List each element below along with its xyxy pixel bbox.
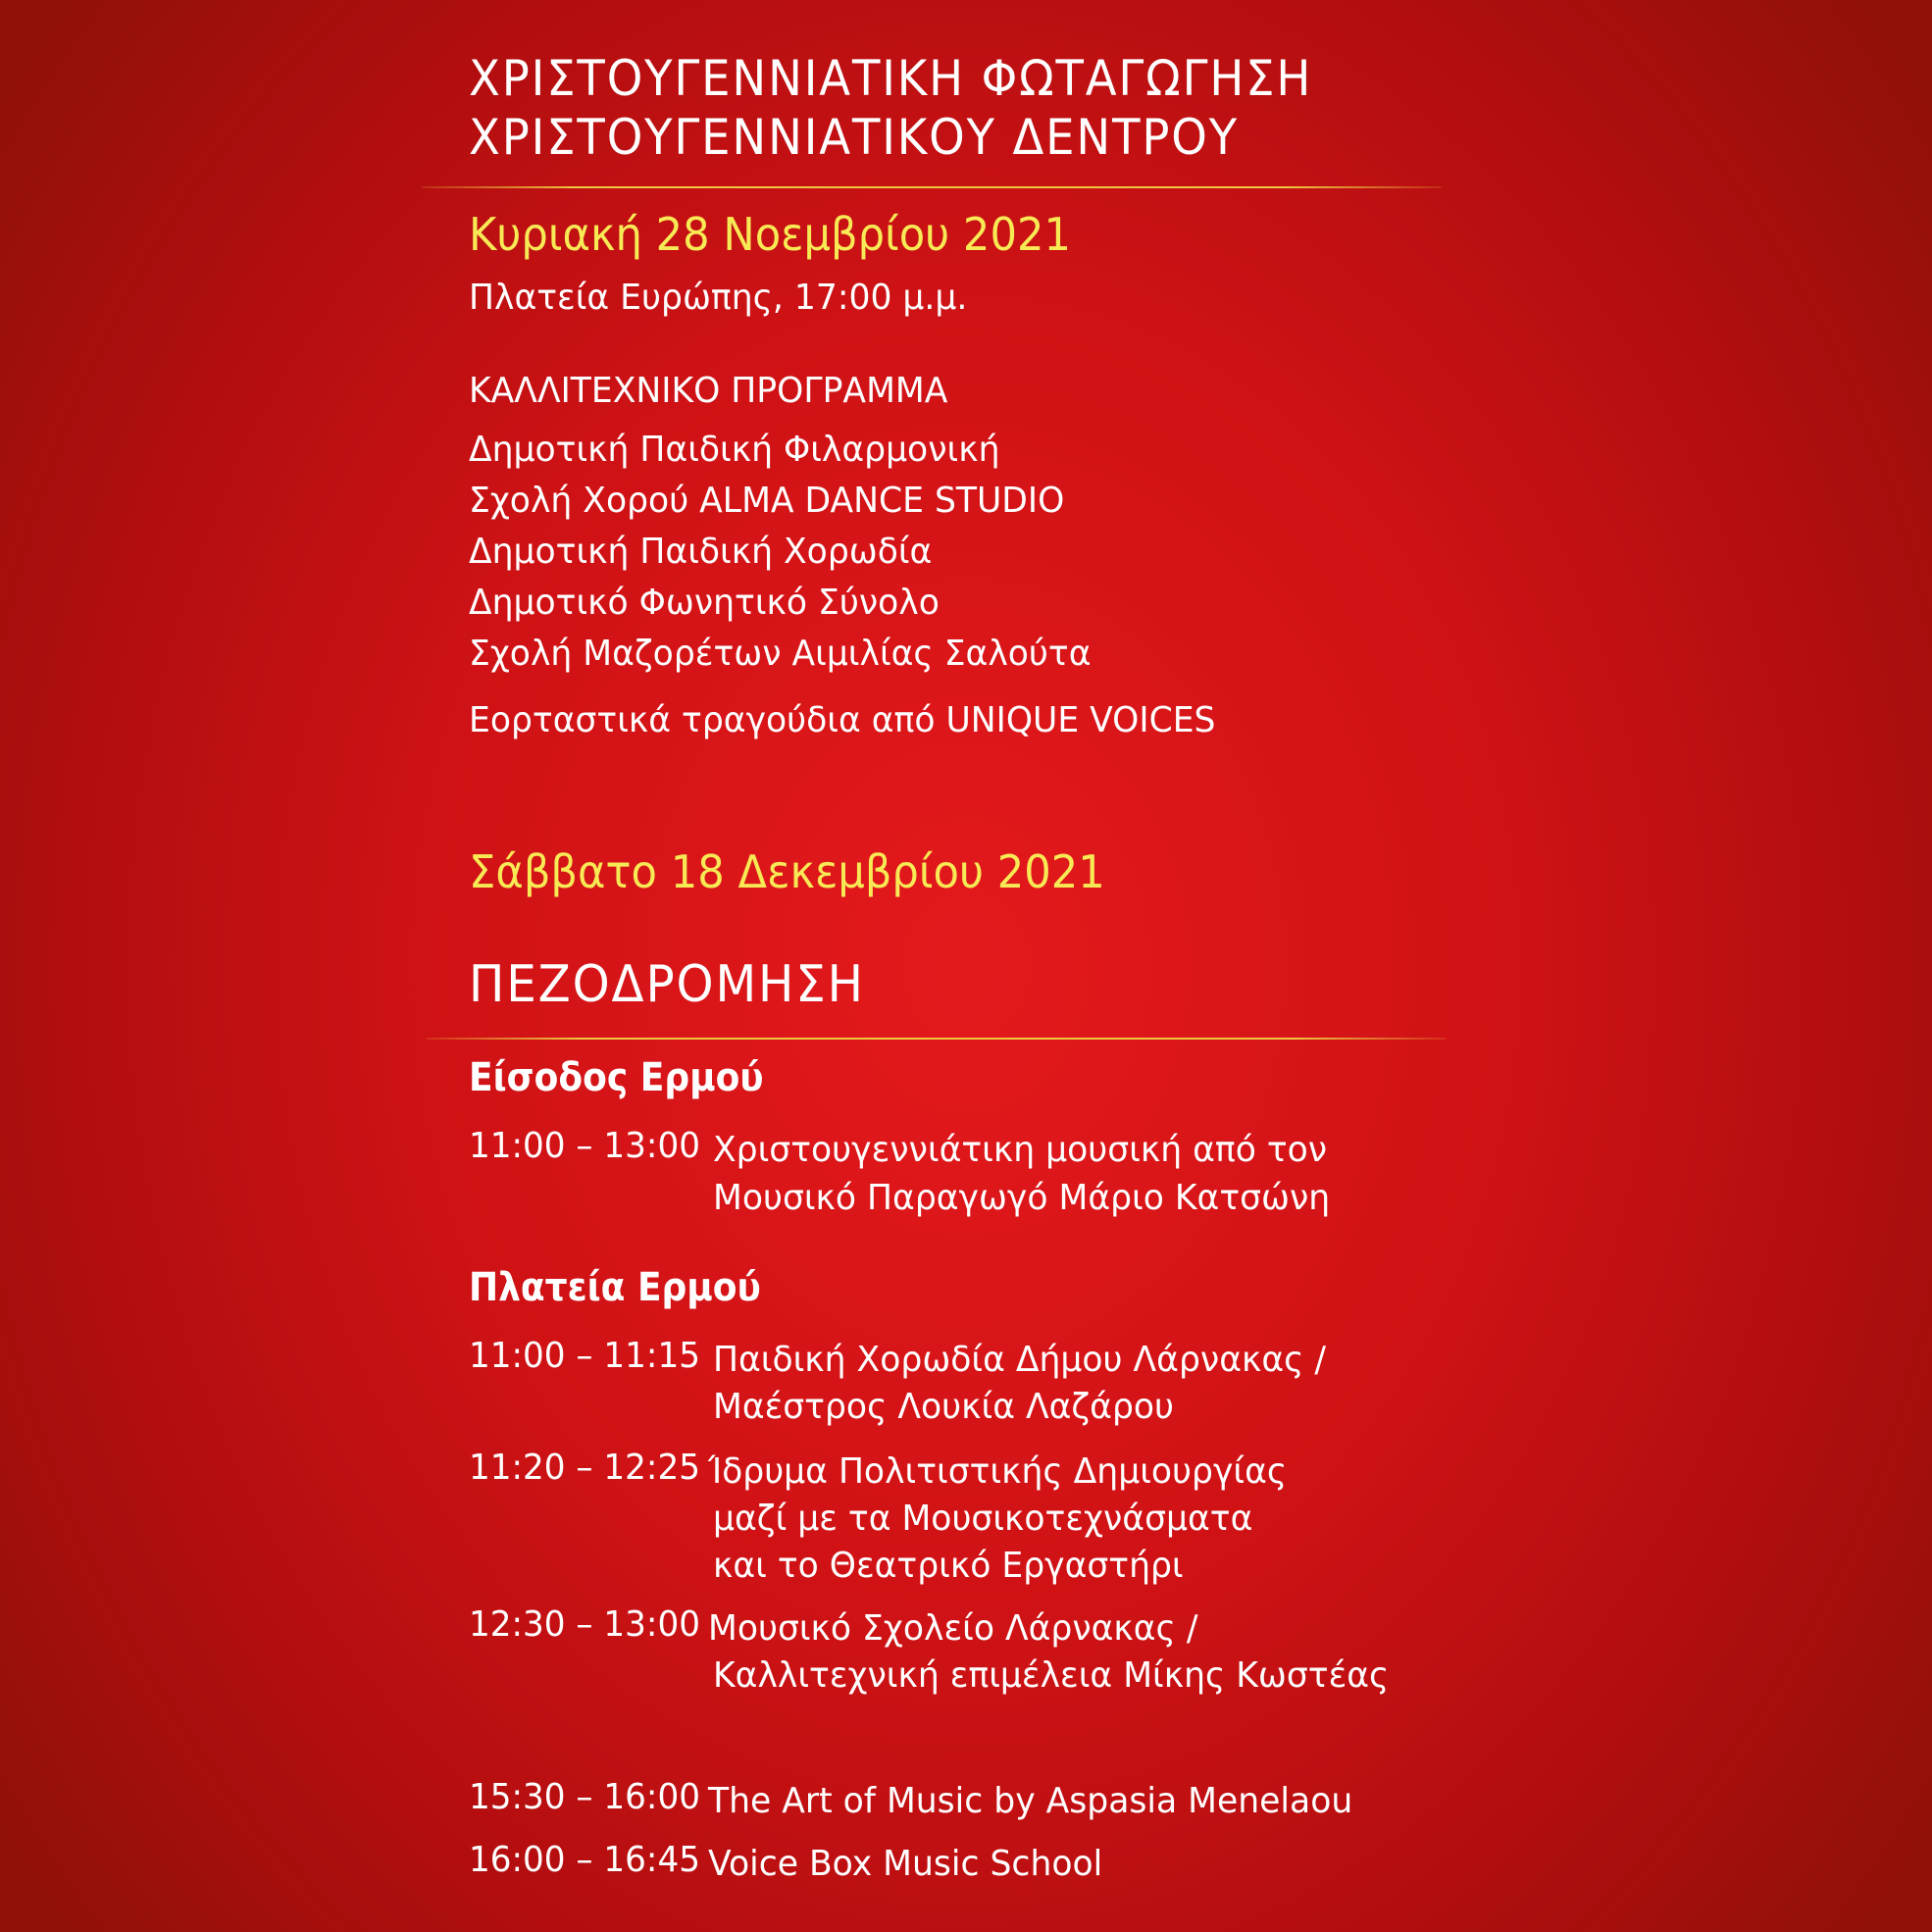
program-heading: ΚΑΛΛΙΤΕΧΝΙΚΟ ΠΡΟΓΡΑΜΜΑ (469, 371, 948, 411)
program-item: Δημοτική Παιδική Χορωδία (469, 532, 933, 572)
divider-top (422, 186, 1442, 188)
slot-time: 16:00 – 16:45 (469, 1840, 700, 1880)
event1-date: Κυριακή 28 Νοεμβρίου 2021 (469, 208, 1071, 261)
slot-desc: The Art of Music by Aspasia Menelaou (708, 1781, 1353, 1821)
slot-desc: μαζί με τα Μουσικοτεχνάσματα (713, 1499, 1253, 1539)
title-line-1: ΧΡΙΣΤΟΥΓΕΝΝΙΑΤΙΚΗ ΦΩΤΑΓΩΓΗΣΗ (469, 50, 1313, 107)
slot-desc: Μαέστρος Λουκία Λαζάρου (713, 1387, 1175, 1427)
venue1-name: Είσοδος Ερμού (469, 1055, 764, 1100)
event2-date: Σάββατο 18 Δεκεμβρίου 2021 (469, 845, 1105, 898)
slot-desc: και το Θεατρικό Εργαστήρι (713, 1546, 1184, 1586)
program-item: Σχολή Μαζορέτων Αιμιλίας Σαλούτα (469, 634, 1092, 674)
event2-title: ΠΕΖΟΔΡΟΜΗΣΗ (469, 955, 865, 1014)
slot-time: 15:30 – 16:00 (469, 1777, 700, 1817)
slot-desc: Μουσικό Παραγωγό Μάριο Κατσώνη (713, 1178, 1331, 1218)
slot-time: 11:20 – 12:25 (469, 1448, 700, 1488)
venue2-name: Πλατεία Ερμού (469, 1265, 761, 1310)
event1-location: Πλατεία Ευρώπης, 17:00 μ.μ. (469, 278, 968, 318)
program-extra: Εορταστικά τραγούδια από UNIQUE VOICES (469, 700, 1216, 740)
slot-desc: Καλλιτεχνική επιμέλεια Μίκης Κωστέας (713, 1655, 1390, 1696)
slot-time: 11:00 – 11:15 (469, 1336, 700, 1376)
title-line-2: ΧΡΙΣΤΟΥΓΕΝΝΙΑΤΙΚΟΥ ΔΕΝΤΡΟΥ (469, 109, 1239, 166)
divider-middle (426, 1038, 1446, 1040)
slot-desc: Ίδρυμα Πολιτιστικής Δημιουργίας (708, 1451, 1288, 1492)
program-item: Σχολή Χορού ALMA DANCE STUDIO (469, 481, 1065, 521)
slot-desc: Μουσικό Σχολείο Λάρνακας / (708, 1608, 1198, 1649)
slot-desc: Voice Box Music School (708, 1844, 1103, 1884)
program-item: Δημοτικό Φωνητικό Σύνολο (469, 583, 940, 623)
slot-time: 11:00 – 13:00 (469, 1126, 700, 1166)
slot-desc: Χριστουγεννιάτικη μουσική από τον (713, 1130, 1328, 1170)
program-item: Δημοτική Παιδική Φιλαρμονική (469, 430, 1000, 470)
slot-time: 12:30 – 13:00 (469, 1604, 700, 1645)
slot-desc: Παιδική Χορωδία Δήμου Λάρνακας / (713, 1340, 1327, 1380)
